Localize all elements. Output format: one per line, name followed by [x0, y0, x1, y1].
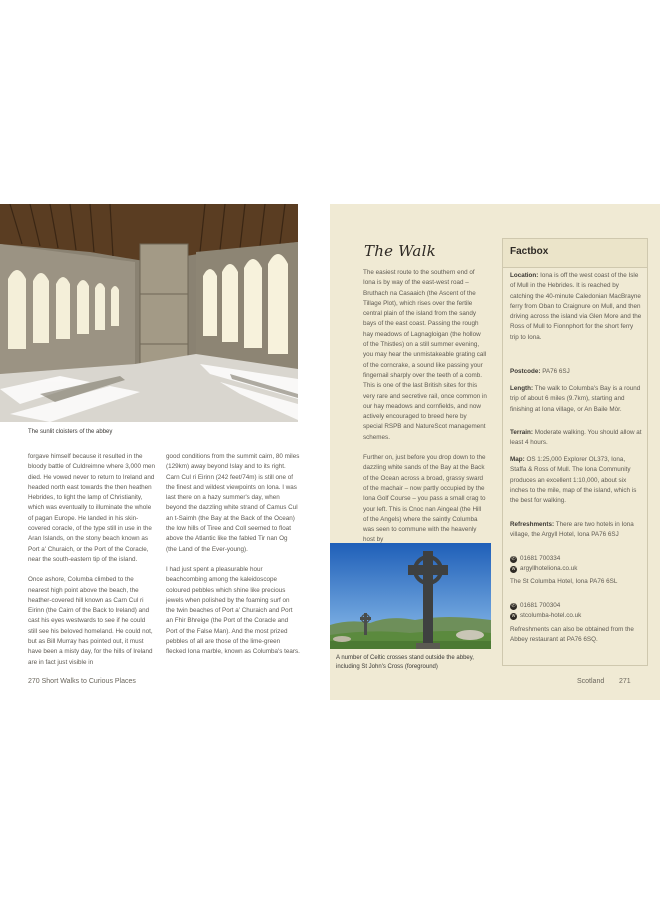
web-icon: w	[511, 565, 516, 572]
refreshments-extra: Refreshments can also be obtained from the Abbey restaurant at PA76 6SQ.	[510, 626, 634, 644]
cloister-caption: The sunlit cloisters of the abbey	[28, 429, 113, 435]
stcolumba-hotel: The St Columba Hotel, Iona PA76 6SL	[510, 578, 618, 585]
stcolumba-phone-row	[510, 601, 642, 611]
refreshments-label: Refreshments:	[510, 521, 555, 528]
paragraph: forgave himself because it resulted in the bloody battle of Culdreimne where 3,000 men died. He vowed never to return to Ireland and headed north east towards the then heathen Hebrides, to light the lamp of Christianity, which was eventually to illuminate the whole of pagan Europe. He landed in his skin-covered coracle, of the type still in use in the Aran Islands, on the stony beach known as Port a' Churaich, or the Port of the Coracle, near the south-eastern tip of the island.	[28, 453, 156, 563]
location-label: Location:	[510, 272, 539, 279]
paragraph: Further on, just before you drop down to the dazzling white sands of the Bay at the Back of the Ocean across a broad, grassy sward of the machair – now partly occupied by the Iona Golf Course – you pass a small crag to your left. This is Cnoc nan Aingeal (the Hill of the Angels) where the saintly Columba was seen to commune with the heavenly host by	[363, 454, 486, 544]
stcolumba-web-row	[510, 611, 642, 621]
factbox-refreshments	[510, 520, 642, 541]
factbox-length	[510, 384, 642, 415]
right-page	[330, 204, 660, 700]
map-text: OS 1:25,000 Explorer OL373, Iona, Staffa & Ross of Mull. The Iona Community produces an excellent 1:10,000, about six inches to the mile, map of the island, which is the best for walking.	[510, 456, 637, 505]
argyll-phone-row	[510, 554, 642, 564]
factbox-location	[510, 271, 642, 343]
terrain-label: Terrain:	[510, 429, 533, 436]
postcode-text: PA76 6SJ	[542, 368, 570, 375]
factbox-postcode	[510, 367, 642, 377]
argyll-phone: 01681 700334	[520, 555, 561, 562]
phone-icon: ✆	[511, 555, 516, 562]
argyll-web-row	[510, 564, 642, 574]
cross-caption: A number of Celtic crosses stand outside the abbey, including St John's Cross (foreground)	[336, 655, 474, 670]
left-column-1	[28, 452, 156, 678]
left-column-2	[166, 452, 300, 668]
factbox	[502, 238, 648, 666]
web-icon: w	[511, 612, 516, 619]
stcolumba-web: stcolumba-hotel.co.uk	[520, 612, 582, 620]
map-label: Map:	[510, 456, 525, 463]
location-text: Iona is off the west coast of the Isle of Mull in the Hebrides. It is reached by catching the 40-minute Caledonian MacBrayne ferry from Oban to Craignure on Mull, and then driving across the island via Glen More and the Ross of Mull to Fionnphort for the short ferry trip to Iona.	[510, 272, 642, 341]
section-title: The Walk	[364, 242, 436, 260]
argyll-contacts	[510, 554, 642, 575]
factbox-terrain	[510, 428, 642, 449]
terrain-text: Moderate walking. You should allow at least 4 hours.	[510, 429, 642, 447]
paragraph: The easiest route to the southern end of Iona is by way of the east-west road – Bruthach na Casaaich (the Ascent of the Tillage Plot), which rises over the fertile central plain of the island from the sandy bays of the east coast. Passing the rough hay meadows of Lagnagloigan (the hollow of the Thistles) on a still summer evening, you may hear the unmistakeable grating call of the corncrake, a sound like passing your fingernail sharply over the teeth of a comb. This is one of the last British sites for this very rare and secretive rail, once common in our hay meadows and cornfields, and now actively encouraged to breed here by special RSPB and NatureScot management schemes.	[363, 269, 487, 441]
left-page	[0, 204, 330, 700]
stcolumba-contacts	[510, 601, 642, 622]
paragraph: good conditions from the summit cairn, 80 miles (129km) away beyond Islay and to its right. Carn Cul ri Eirinn (242 feet/74m) is still one of the finest and wildest viewpoints on Iona. I was last there on a hazy summer's day, when beyond the dazzling white strand of Camus Cul an t-Saimh (the Bay at the Back of the Ocean) the low hills of Tiree and Coll seemed to float above the Atlantic like the fabled Tir nan Og (the Land of the Ever-young).	[166, 453, 300, 553]
right-folio-number: 271	[619, 678, 631, 685]
refreshments-text: There are two hotels in Iona village, the Argyll Hotel, Iona PA76 6SJ	[510, 521, 634, 539]
phone-icon: ✆	[511, 602, 516, 609]
left-folio: 270 Short Walks to Curious Places	[28, 678, 136, 685]
paragraph: I had just spent a pleasurable hour beachcombing among the kaleidoscope coloured pebbles which shine like precious jewels when polished by the foaming surf on the twin beaches of Port a' Churaich and Port an Fhir Bhreige (the Port of the Coracle and Port of the False Man). And the most prized pebbles of all are those of the lime-green flecked Iona marble, known as Columba's tears.	[166, 565, 300, 656]
paragraph: Once ashore, Columba climbed to the nearest high point above the beach, the heather-covered hill known as Carn Cul ri Eirinn (the Cairn of the Back to Ireland) and cast his eyes westwards to see if he could still see his beloved homeland. He could not, but as Bill Murray has pointed out, it must have been a misty day, for the hills of Ireland are in fact just visible in	[28, 576, 153, 666]
right-folio-label: Scotland	[577, 678, 605, 685]
factbox-map	[510, 455, 642, 506]
cloister-photo	[0, 204, 298, 422]
postcode-label: Postcode:	[510, 368, 541, 375]
length-label: Length:	[510, 385, 534, 392]
stcolumba-phone: 01681 700304	[520, 602, 561, 609]
factbox-title: Factbox	[510, 246, 549, 257]
length-text: The walk to Columba's Bay is a round trip of about 6 miles (9.7km), starting and finishing at Iona village, or An Baile Mòr.	[510, 385, 641, 413]
right-column-1	[363, 268, 487, 556]
celtic-cross-photo	[330, 543, 491, 649]
argyll-web: argyllhoteliona.co.uk	[520, 565, 578, 573]
